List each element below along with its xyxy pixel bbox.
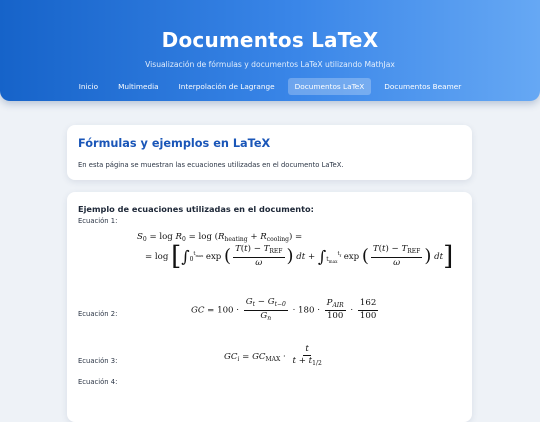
equation-1-label: Ecuación 1: [78, 217, 118, 225]
main-nav [0, 78, 540, 95]
nav-item-inicio[interactable]: Inicio [78, 82, 99, 91]
nav-item-multimedia[interactable]: Multimedia [118, 82, 159, 91]
equation-1: $S_0 = \log R_0 = \log (R_{heating} + R_{cooling})$ = = $\log [\int_0^{t_{max}}$ exp ( $\frac{T(t) - T_{REF}}{\omega}$ ) dt + $\int_{t_{max}}^{t_f}$ exp ( $\frac{T(t) - T_{REF}}{\omega}$ ) dt] [137, 232, 454, 272]
examples-heading: Ejemplo de ecuaciones utilizadas en el documento: [78, 204, 314, 214]
site-subtitle: Visualización de fórmulas y documentos LaTeX utilizando MathJax [145, 60, 395, 69]
equation-2-label: Ecuación 2: [78, 310, 118, 318]
site-header [0, 0, 540, 101]
equation-3: $GC_i = GC_{MAX}$ · $\frac{t}{t + t_{1/2}}$ [224, 344, 322, 368]
examples-card [67, 192, 472, 422]
nav-item-latex[interactable]: Documentos LaTeX [288, 78, 372, 95]
intro-card [67, 125, 472, 180]
nav-item-beamer[interactable]: Documentos Beamer [384, 82, 462, 91]
equation-3-label: Ecuación 3: [78, 357, 118, 365]
equation-2: GC = 100 · $\frac{G_t - G_{t-0}}{G_n}$ · 180 · $\frac{P_{AIR}}{100}$ · $\frac{162}{100}$ [191, 297, 377, 322]
intro-text: En esta página se muestran las ecuaciones utilizadas en el documento LaTeX. [78, 161, 344, 169]
intro-title: Fórmulas y ejemplos en LaTeX [78, 137, 271, 150]
site-title: Documentos LaTeX [161, 28, 379, 52]
nav-item-lagrange[interactable]: Interpolación de Lagrange [178, 82, 275, 91]
equation-4-label: Ecuación 4: [78, 378, 118, 386]
